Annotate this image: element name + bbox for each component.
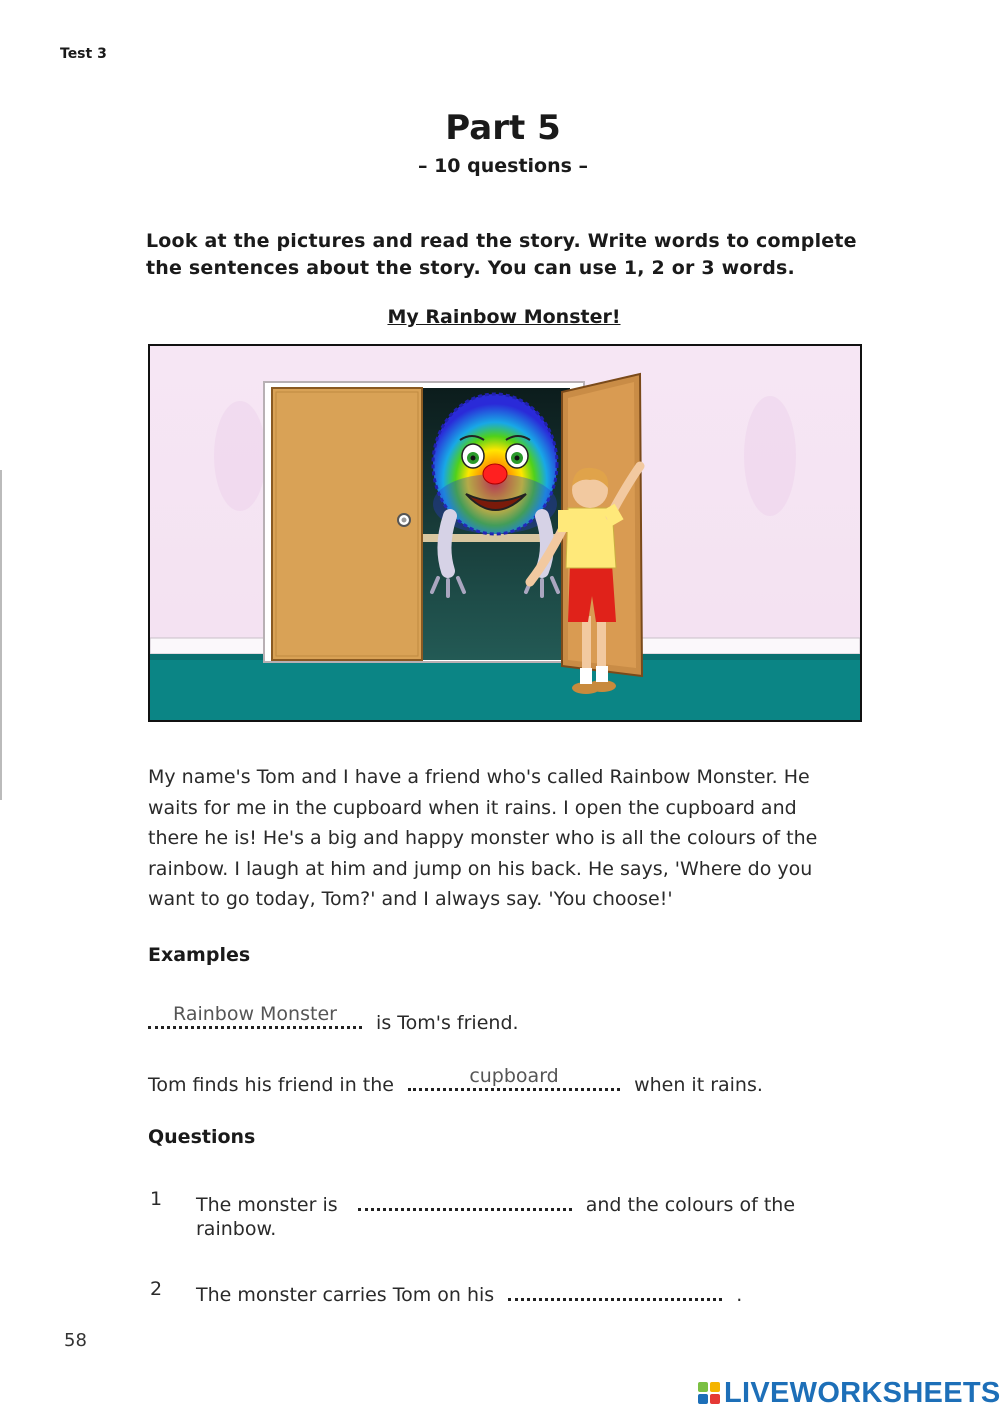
story-title: My Rainbow Monster! xyxy=(387,306,621,328)
instructions xyxy=(146,228,886,282)
example-1 xyxy=(148,1003,519,1034)
example-2 xyxy=(148,1065,763,1096)
example-2-answer: cupboard xyxy=(469,1065,559,1087)
story-line: waits for me in the cupboard when it rains. I open the cupboard and xyxy=(148,796,797,819)
example-2-text-after: when it rains. xyxy=(634,1074,763,1096)
question-2-number: 2 xyxy=(150,1278,163,1300)
question-1-number: 1 xyxy=(150,1188,163,1210)
story-line: My name's Tom and I have a friend who's called Rainbow Monster. He xyxy=(148,766,810,788)
story-line: there he is! He's a big and happy monster who is all the colours of the xyxy=(148,827,818,849)
page-number: 58 xyxy=(64,1330,87,1351)
example-1-answer-blank xyxy=(148,1003,362,1029)
question-1-text-before: The monster is xyxy=(196,1194,338,1216)
question-1-text-after: and the colours of the xyxy=(585,1194,796,1216)
question-2 xyxy=(196,1278,742,1306)
story-illustration xyxy=(148,344,862,722)
test-label: Test 3 xyxy=(60,46,107,62)
question-2-text-after: . xyxy=(736,1284,743,1306)
scan-edge-mark xyxy=(0,470,2,800)
floor xyxy=(150,654,860,720)
question-1-line-2: rainbow. xyxy=(196,1218,277,1240)
question-2-answer-input[interactable] xyxy=(508,1278,722,1301)
example-1-text: is Tom's friend. xyxy=(376,1012,519,1034)
part-title: Part 5 xyxy=(445,108,561,148)
example-2-answer-blank xyxy=(408,1065,620,1091)
liveworksheets-icon xyxy=(698,1382,720,1404)
question-1-answer-input[interactable] xyxy=(358,1188,572,1211)
question-1 xyxy=(196,1188,795,1216)
story-paragraph xyxy=(148,762,848,915)
liveworksheets-logo[interactable] xyxy=(698,1376,1000,1410)
example-2-text-before: Tom finds his friend in the xyxy=(148,1074,394,1096)
illustration-svg xyxy=(150,346,860,720)
examples-heading: Examples xyxy=(148,944,251,966)
story-line: want to go today, Tom?' and I always say. 'You choose!' xyxy=(148,888,673,910)
example-1-answer: Rainbow Monster xyxy=(173,1003,337,1025)
story-line: rainbow. I laugh at him and jump on his back. He says, 'Where do you xyxy=(148,857,813,880)
part-subtitle: – 10 questions – xyxy=(417,155,589,177)
liveworksheets-wordmark: LIVEWORKSHEETS xyxy=(724,1376,1000,1409)
instructions-line-2: the sentences about the story. You can use 1, 2 or 3 words. xyxy=(146,257,795,279)
instructions-line-1: Look at the pictures and read the story. Write words to complete xyxy=(146,230,857,252)
question-2-text-before: The monster carries Tom on his xyxy=(196,1284,495,1306)
questions-heading: Questions xyxy=(148,1126,256,1148)
